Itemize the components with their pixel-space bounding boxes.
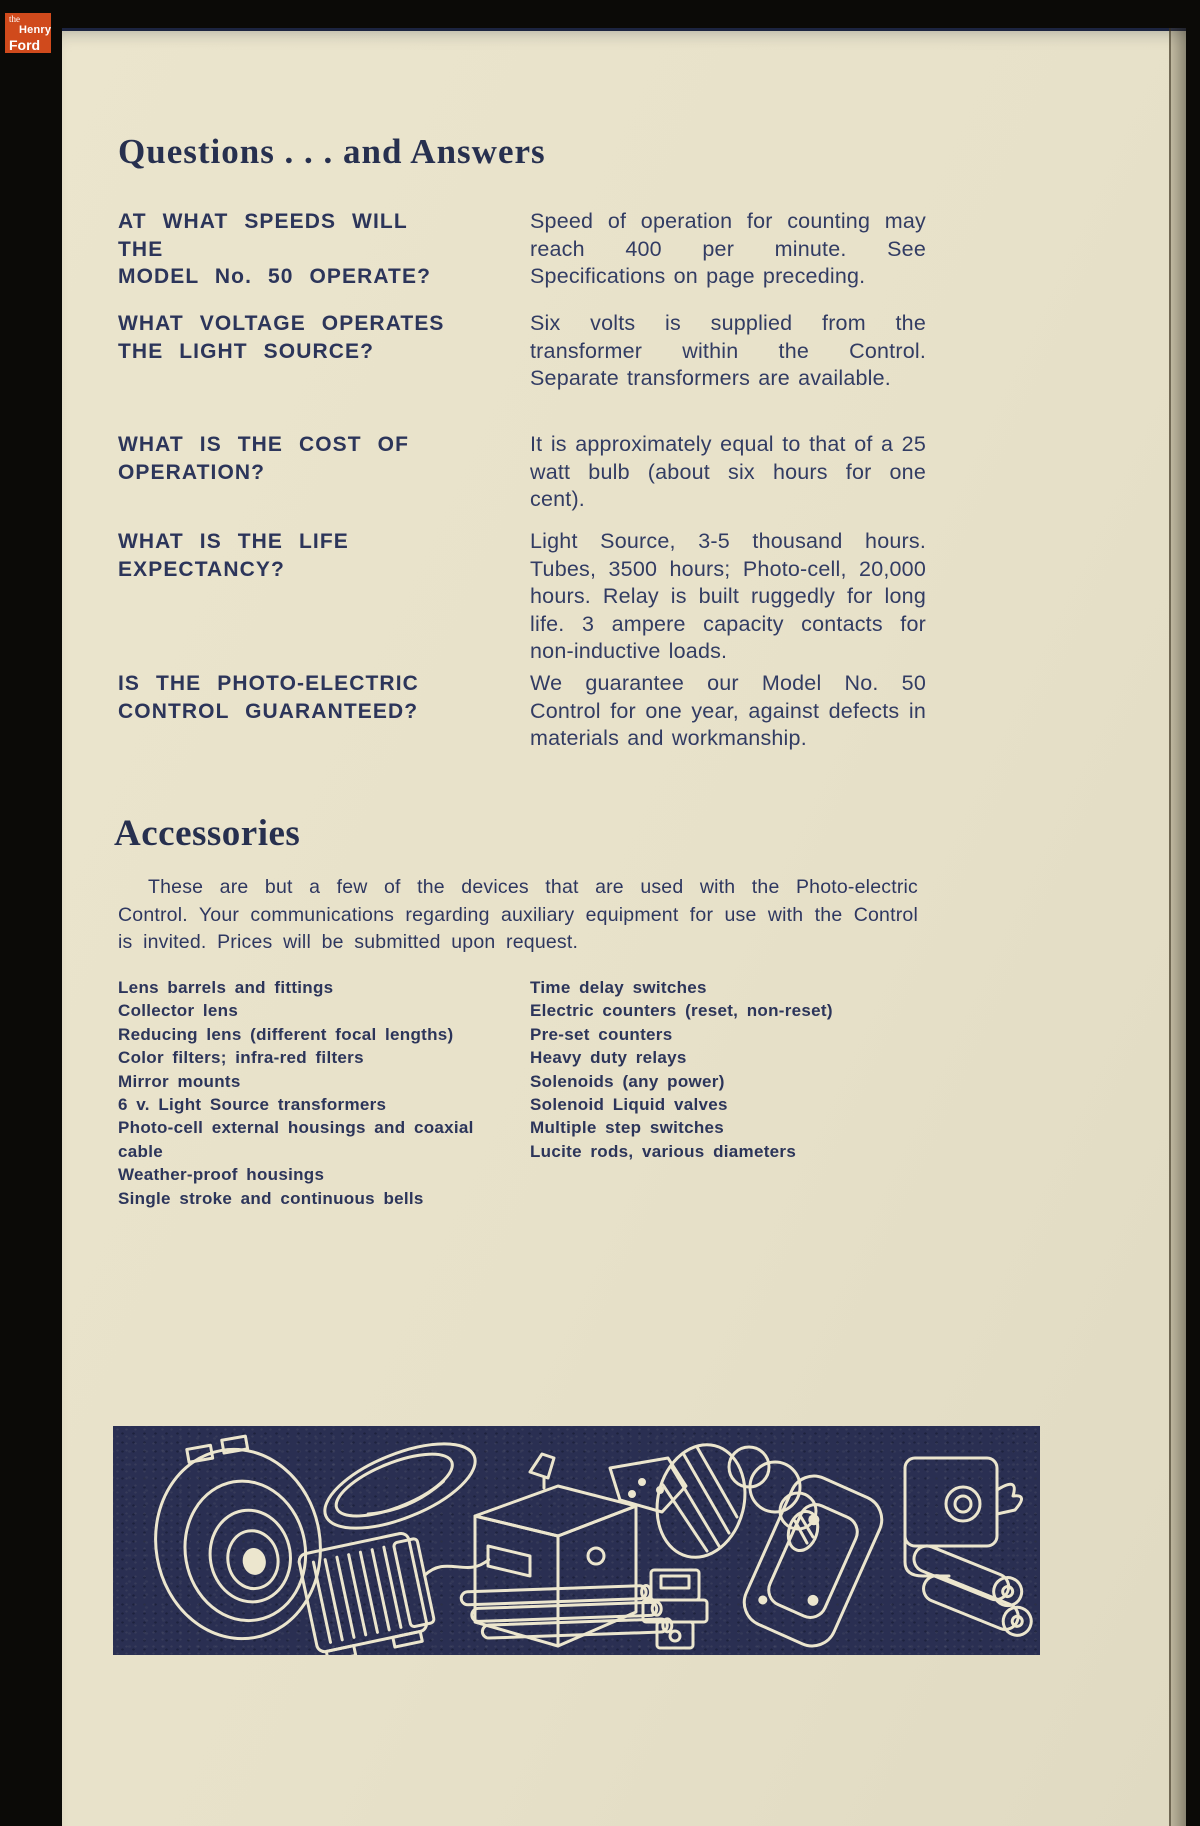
bell-gong-icon (139, 1426, 335, 1651)
qa-row (118, 310, 926, 393)
answer-text: We guarantee our Model No. 50 Control for one year, against defects in materials and workmanship. (530, 671, 926, 750)
photo-cell-housing-icon (737, 1468, 890, 1653)
solenoid-valve-icon (901, 1458, 1040, 1640)
page-fold-edge (1169, 28, 1186, 1826)
list-item: Single stroke and continuous bells (118, 1188, 424, 1208)
collector-lens-icon (645, 1435, 822, 1566)
list-item: Collector lens (118, 1001, 239, 1021)
accessories-illustration-banner (113, 1426, 1040, 1655)
list-item: Time delay switches (530, 978, 707, 997)
transformer-coil-icon (298, 1517, 503, 1655)
list-item: Photo-cell external housings and coaxial cable (118, 1118, 474, 1161)
question-text: WHAT IS THE LIFE EXPECTANCY? (118, 530, 349, 581)
qa-row (118, 208, 926, 291)
list-item: Solenoids (any power) (530, 1071, 725, 1091)
question-text: WHAT VOLTAGE OPERATES THE LIGHT SOURCE? (118, 312, 445, 363)
list-item: Multiple step switches (530, 1118, 725, 1138)
answer-text: Speed of operation for counting may reach 400 per minute. See Specifications on page preceding. (530, 209, 926, 288)
list-item: Electric counters (reset, non-reset) (530, 1001, 833, 1021)
accessories-section-title: Accessories (114, 813, 301, 854)
document-page (62, 28, 1186, 1826)
list-item: Mirror mounts (118, 1071, 241, 1091)
accessories-intro-paragraph: These are but a few of the devices that are used with the Photo-electric Control. Your communications regarding auxiliary equipment for use with the Control is invited. Prices will be submitted upon request. (118, 876, 918, 953)
question-text: IS THE PHOTO-ELECTRIC CONTROL GUARANTEED? (118, 672, 419, 723)
accessories-list-left (118, 976, 518, 1210)
question-text: WHAT IS THE COST OF OPERATION? (118, 433, 409, 484)
list-item: Heavy duty relays (530, 1048, 687, 1068)
logo-text-henry: Henry (19, 24, 52, 36)
question-text: AT WHAT SPEEDS WILL THE MODEL No. 50 OPERATE? (118, 210, 432, 288)
list-item: Color filters; infra-red filters (118, 1048, 364, 1068)
list-item: Solenoid Liquid valves (530, 1095, 728, 1115)
lucite-rods-icon (461, 1585, 672, 1639)
answer-text: It is approximately equal to that of a 25 watt bulb (about six hours for one cent). (530, 432, 926, 511)
accessories-list-right (530, 976, 930, 1163)
qa-section-title: Questions . . . and Answers (118, 132, 546, 171)
henry-ford-logo (5, 13, 51, 53)
list-item: Reducing lens (different focal lengths) (118, 1024, 454, 1044)
qa-row (118, 670, 926, 753)
reflector-disc-icon (314, 1426, 486, 1545)
answer-text: Light Source, 3-5 thousand hours. Tubes, 3500 hours; Photo-cell, 20,000 hours. Relay is built ruggedly for long life. 3 ampere capacity contacts for non-inductive loads. (530, 529, 926, 663)
list-item: Pre-set counters (530, 1024, 673, 1044)
qa-row (118, 431, 926, 514)
list-item: Lens barrels and fittings (118, 978, 334, 997)
list-item: 6 v. Light Source transformers (118, 1095, 387, 1115)
logo-text-the: the (9, 14, 20, 24)
answer-text: Six volts is supplied from the transformer within the Control. Separate transformers are available. (530, 311, 926, 390)
qa-row (118, 528, 926, 666)
list-item: Lucite rods, various diameters (530, 1141, 797, 1161)
list-item: Weather-proof housings (118, 1165, 325, 1185)
logo-text-ford: Ford (9, 37, 41, 53)
accessories-illustration (113, 1426, 1040, 1655)
